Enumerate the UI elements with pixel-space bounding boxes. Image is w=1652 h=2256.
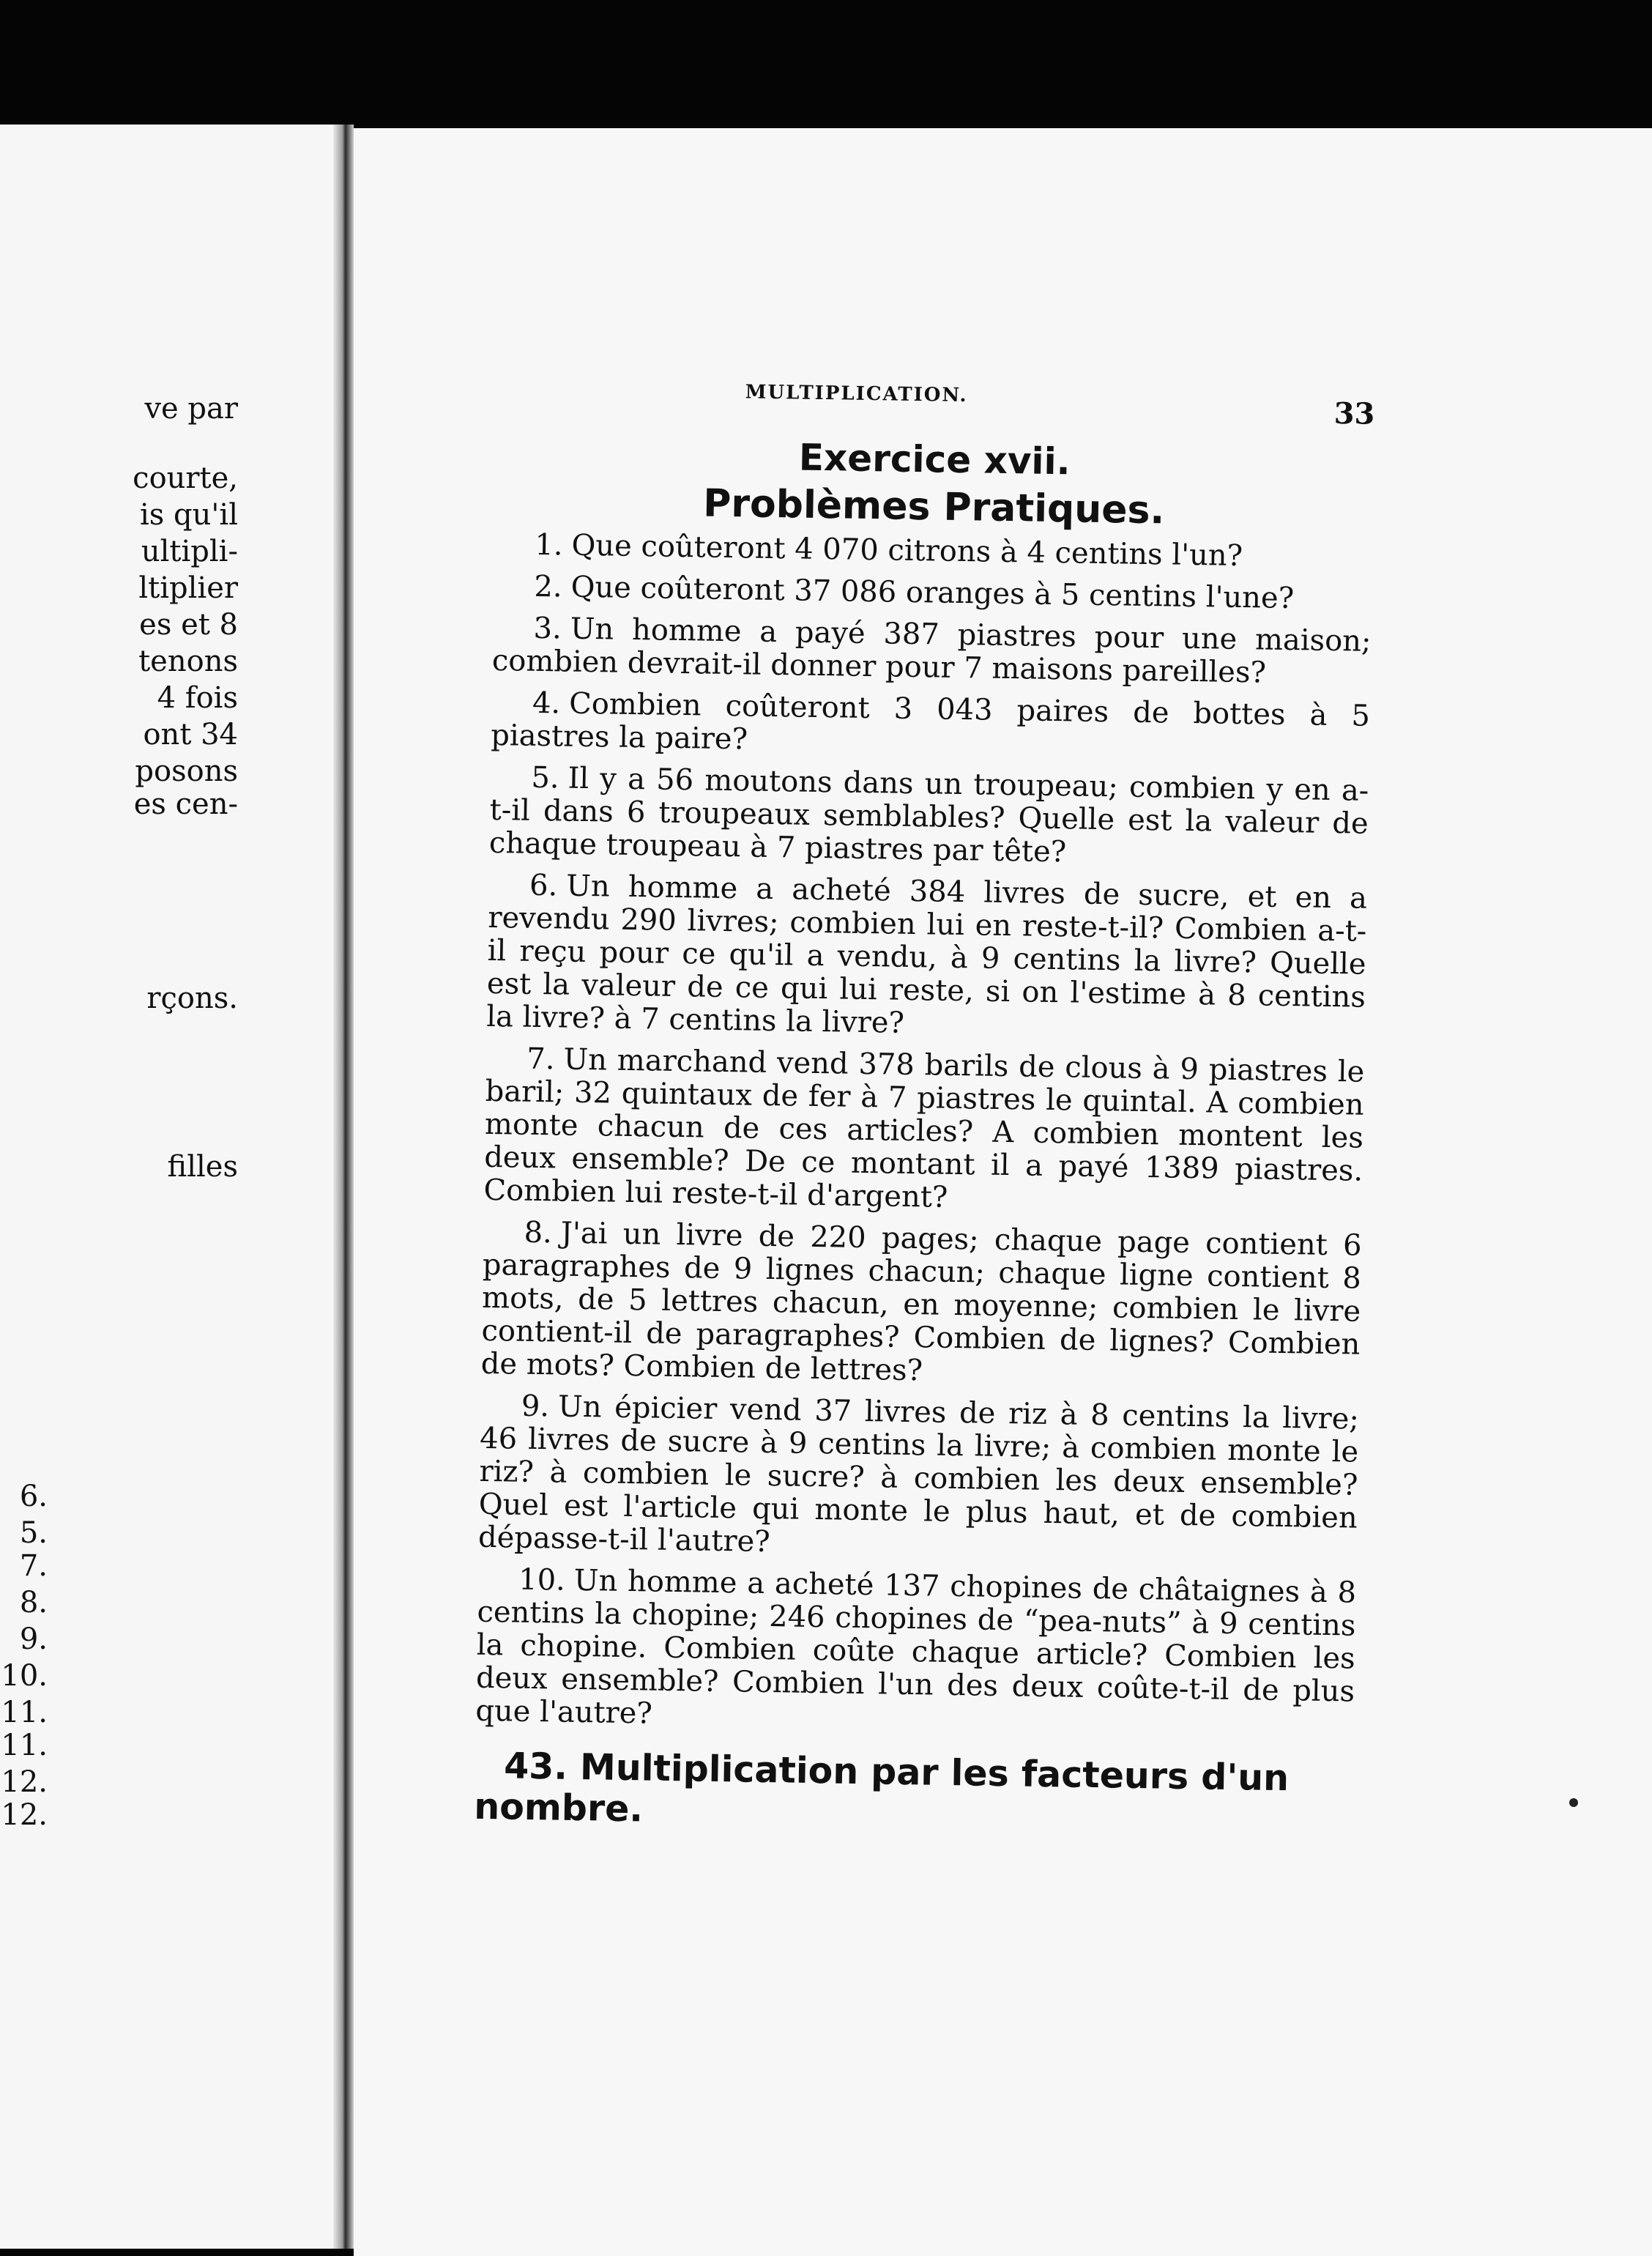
left-number-fragment: 8.: [19, 1586, 48, 1619]
problem-item: [486, 869, 1367, 1047]
left-number-fragment: 5.: [19, 1516, 48, 1550]
problem-number: 5.: [531, 760, 559, 795]
problem-number: 8.: [524, 1215, 553, 1250]
left-text-fragment: es et 8: [139, 608, 238, 642]
left-text-fragment: is qu'il: [140, 498, 238, 532]
left-text-fragment: filles: [167, 1150, 238, 1184]
page-number: 33: [1333, 396, 1375, 431]
left-number-fragment: 6.: [19, 1480, 48, 1513]
problem-text: Un marchand vend 378 barils de clous à 9 piastres le baril; 32 quintaux de fer à 7 piastres le quintal. A combien monte chacun de ces articles? A combien montent les deux ensemble? De ce montant il a payé 1389 piastres. Combien lui reste-t-il d'argent?: [483, 1042, 1365, 1214]
left-text-fragment: posons: [135, 754, 238, 788]
problem-number: 1.: [535, 527, 563, 563]
problem-number: 2.: [534, 569, 563, 604]
problem-number: 4.: [532, 686, 561, 721]
problem-number: 7.: [527, 1042, 555, 1077]
left-text-fragment: ve par: [144, 392, 238, 426]
problem-item: [480, 1216, 1361, 1395]
left-text-fragment: ont 34: [143, 718, 238, 752]
problem-item: [493, 570, 1372, 617]
problem-text: Un homme a acheté 137 chopines de châtaignes à 8 centins la chopine; 246 chopines de “pea-nuts” à 9 centins la chopine. Combien coûte chaque article? Combien les deux ensemble? Combien l'un des deux coûte-t-il de plus que l'autre?: [475, 1563, 1357, 1731]
left-text-fragment: 4 fois: [157, 681, 238, 715]
problem-item: [489, 761, 1369, 874]
left-text-fragment: es cen-: [133, 787, 238, 821]
left-number-fragment: 9.: [19, 1622, 48, 1656]
page-content: [474, 377, 1375, 1841]
problem-item: [491, 686, 1370, 766]
exercise-subtitle: Problèmes Pratiques.: [702, 481, 1165, 533]
section-heading: 43. Multiplication par les facteurs d'un nombre.: [473, 1745, 1290, 1830]
left-text-fragment: courte,: [133, 461, 238, 495]
problem-text: J'ai un livre de 220 pages; chaque page contient 6 paragraphes de 9 lignes chacun; chaque ligne contient 8 mots, de 5 lettres chacun, en moyenne; combien le livre contient-il de paragraphes? Combien de lignes? Combien de mots? Combien de lettres?: [480, 1216, 1362, 1388]
problem-text: Que coûteront 4 070 citrons à 4 centins l'un?: [571, 528, 1243, 574]
problem-item: [492, 612, 1372, 691]
problem-text: Un épicier vend 37 livres de riz à 8 centins la livre; 46 livres de sucre à 9 centins la livre; à combien monte le riz? à combien le sucre? à combien les deux ensemble? Quel est l'article qui monte le plus haut, et de combien dépasse-t-il l'autre?: [477, 1389, 1360, 1559]
exercise-title: Exercice xvii.: [798, 436, 1071, 483]
left-page-fragment: [0, 125, 333, 2249]
problem-item: [478, 1389, 1359, 1568]
book-gutter: [333, 125, 354, 2249]
left-text-fragment: ultipli-: [141, 535, 238, 568]
left-number-fragment: 10.: [1, 1659, 48, 1693]
left-number-fragment: 12.: [1, 1798, 48, 1832]
problem-text: Combien coûteront 3 043 paires de bottes à 5 piastres la paire?: [490, 686, 1371, 757]
problem-number: 9.: [521, 1389, 550, 1424]
problem-text: Un homme a acheté 384 livres de sucre, et en a revendu 290 livres; combien lui en reste-t-il? Combien a-t-il reçu pour ce qu'il a vendu, à 9 centins la livre? Quelle est la valeur de ce qui lui reste, si on l'estime à 8 centins la livre? à 7 centins la livre?: [485, 869, 1368, 1040]
left-number-fragment: 12.: [1, 1765, 48, 1799]
left-text-fragment: tenons: [138, 645, 238, 678]
running-head: MULTIPLICATION.: [745, 381, 968, 407]
right-page: [354, 128, 1652, 2256]
left-number-fragment: 7.: [19, 1549, 48, 1583]
problem-text: Que coûteront 37 086 oranges à 5 centins l'une?: [570, 570, 1295, 616]
problem-number: 6.: [529, 868, 558, 903]
problem-number: 3.: [533, 611, 562, 646]
left-number-fragment: 11.: [1, 1729, 48, 1762]
problem-item: [475, 1563, 1356, 1742]
problem-text: Il y a 56 moutons dans un troupeau; combien y en a-t-il dans 6 troupeaux semblables? Quelle est la valeur de chaque troupeau à 7 piastres par tête?: [488, 761, 1369, 869]
problem-list: [475, 528, 1373, 1742]
problem-text: Un homme a payé 387 piastres pour une maison; combien devrait-il donner pour 7 maisons pareilles?: [491, 612, 1372, 690]
ink-speck: [1569, 1798, 1578, 1807]
left-text-fragment: rçons.: [146, 982, 238, 1015]
problem-item: [483, 1042, 1364, 1221]
problem-number: 10.: [518, 1562, 566, 1598]
left-text-fragment: ltiplier: [138, 571, 238, 605]
left-number-fragment: 11.: [1, 1696, 48, 1729]
